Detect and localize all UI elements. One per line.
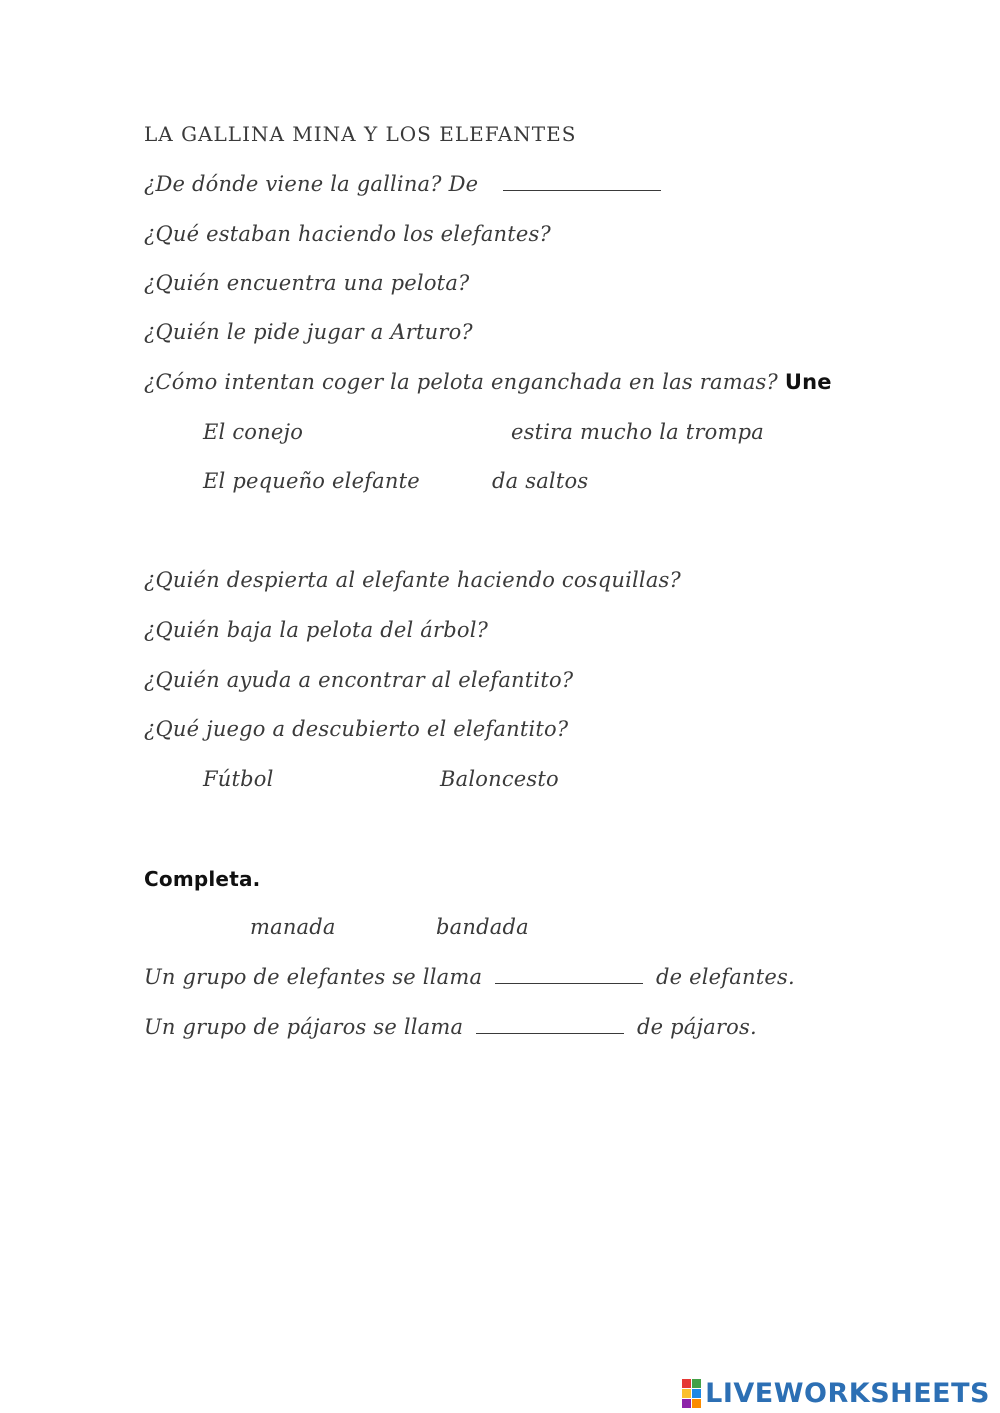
liveworksheets-logo [682, 1378, 990, 1408]
question-7: ¿Quién baja la pelota del árbol? [144, 618, 489, 642]
logo-square [692, 1399, 701, 1408]
logo-text: LIVEWORKSHEETS [705, 1377, 990, 1409]
logo-square [682, 1389, 691, 1398]
answer-blank-origin[interactable] [503, 170, 661, 191]
option-futbol[interactable]: Fútbol [203, 767, 274, 791]
sentence-2-end: de pájaros. [637, 1015, 757, 1039]
logo-square [692, 1379, 701, 1388]
question-5-text: ¿Cómo intentan coger la pelota enganchada en las ramas? [144, 370, 778, 394]
sentence-2-start: Un grupo de pájaros se llama [144, 1015, 464, 1039]
question-1 [144, 170, 661, 198]
match-instruction: Une [784, 370, 832, 394]
logo-mark-icon [682, 1379, 701, 1408]
sentence-1-end: de elefantes. [655, 965, 795, 989]
match-left-elefante[interactable]: El pequeño elefante [203, 469, 420, 493]
question-4: ¿Quién le pide jugar a Arturo? [144, 320, 473, 344]
question-1-text: ¿De dónde viene la gallina? De [144, 172, 479, 196]
answer-blank-pajaros[interactable] [476, 1013, 624, 1034]
complete-heading: Completa. [144, 867, 261, 891]
question-9: ¿Qué juego a descubierto el elefantito? [144, 717, 569, 741]
logo-square [682, 1399, 691, 1408]
logo-square [692, 1389, 701, 1398]
match-right-saltos[interactable]: da saltos [492, 469, 589, 493]
worksheet-title: LA GALLINA MINA Y LOS ELEFANTES [144, 122, 577, 146]
question-3: ¿Quién encuentra una pelota? [144, 271, 470, 295]
question-6: ¿Quién despierta al elefante haciendo cosquillas? [144, 568, 681, 592]
sentence-2 [144, 1013, 757, 1041]
option-baloncesto[interactable]: Baloncesto [440, 767, 559, 791]
match-left-conejo[interactable]: El conejo [203, 420, 304, 444]
word-bandada[interactable]: bandada [436, 915, 529, 939]
sentence-1-start: Un grupo de elefantes se llama [144, 965, 483, 989]
question-8: ¿Quién ayuda a encontrar al elefantito? [144, 668, 574, 692]
question-5 [144, 368, 832, 396]
question-2: ¿Qué estaban haciendo los elefantes? [144, 222, 551, 246]
word-manada[interactable]: manada [250, 915, 336, 939]
logo-square [682, 1379, 691, 1388]
sentence-1 [144, 963, 795, 991]
answer-blank-elefantes[interactable] [495, 963, 643, 984]
match-right-trompa[interactable]: estira mucho la trompa [511, 420, 764, 444]
